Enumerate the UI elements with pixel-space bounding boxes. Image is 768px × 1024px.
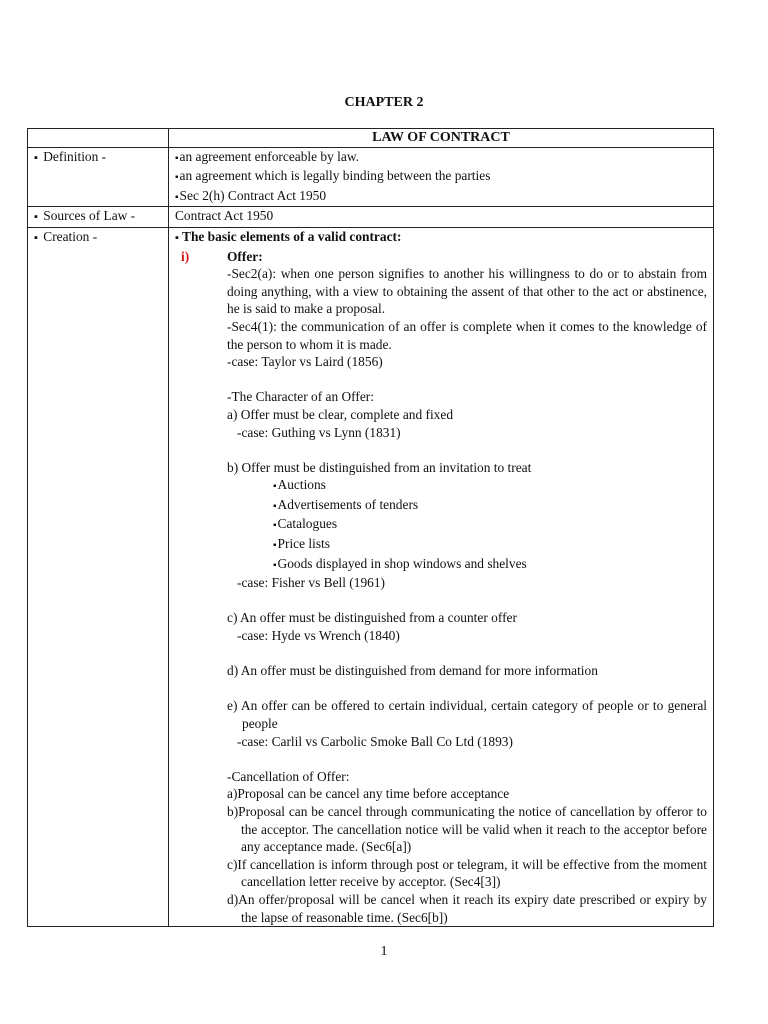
sources-value: Contract Act 1950 bbox=[169, 207, 714, 228]
table-header-row bbox=[28, 129, 714, 148]
spacer bbox=[227, 645, 707, 663]
creation-heading-text: The basic elements of a valid contract: bbox=[182, 228, 402, 244]
invitation-item: ▪ Advertisements of tenders bbox=[227, 496, 707, 516]
sources-label: Sources of Law - bbox=[43, 208, 136, 224]
offer-title: Offer: bbox=[227, 248, 263, 264]
definition-row bbox=[28, 147, 714, 207]
character-e: e) An offer can be offered to certain individual, certain category of people or to general people bbox=[227, 698, 707, 731]
page-number: 1 bbox=[380, 944, 388, 959]
offer-body bbox=[175, 265, 707, 926]
bullet-square-icon: ▪ bbox=[34, 231, 38, 244]
offer-number: i) bbox=[181, 248, 190, 264]
character-d: d) An offer must be distinguished from demand for more information bbox=[227, 663, 598, 679]
creation-label-cell bbox=[28, 227, 169, 926]
cancellation-c: c)If cancellation is inform through post or telegram, it will be effective from the moment cancellation letter receive by acceptor. (Sec4[3]) bbox=[227, 856, 707, 890]
definition-content bbox=[169, 147, 714, 207]
definition-label-cell bbox=[28, 147, 169, 207]
header-empty-cell bbox=[28, 129, 169, 148]
sec4-text: -Sec4(1): the communication of an offer is complete when it comes to the knowledge of the person to whom it is made. bbox=[227, 318, 707, 352]
table-title: LAW OF CONTRACT bbox=[169, 129, 714, 148]
character-b-case: -case: Fisher vs Bell (1961) bbox=[237, 575, 386, 591]
offer-heading bbox=[175, 248, 707, 266]
bullet-square-icon: ▪ bbox=[34, 211, 38, 224]
sources-row bbox=[28, 207, 714, 228]
cancellation-d: d)An offer/proposal will be cancel when it reach its expiry date prescribed or expiry by the lapse of reasonable time. (Sec6[b]) bbox=[227, 891, 707, 925]
character-c: c) An offer must be distinguished from a counter offer bbox=[227, 610, 517, 626]
creation-row bbox=[28, 227, 714, 926]
character-b: b) Offer must be distinguished from an invitation to treat bbox=[227, 459, 532, 475]
cancellation-heading: -Cancellation of Offer: bbox=[227, 768, 350, 784]
bullet-square-icon: ▪ bbox=[175, 231, 179, 244]
invitation-item: ▪ Auctions bbox=[227, 476, 707, 496]
spacer bbox=[227, 371, 707, 389]
creation-label: Creation - bbox=[43, 228, 98, 244]
character-e-case: -case: Carlil vs Carbolic Smoke Ball Co Ltd (1893) bbox=[237, 733, 513, 749]
character-a-case: -case: Guthing vs Lynn (1831) bbox=[237, 424, 401, 440]
definition-line: ▪ an agreement which is legally binding between the parties bbox=[175, 167, 707, 187]
cancellation-a: a)Proposal can be cancel any time before acceptance bbox=[227, 786, 510, 802]
case-taylor: -case: Taylor vs Laird (1856) bbox=[227, 354, 383, 370]
spacer bbox=[227, 441, 707, 459]
bullet-square-icon: ▪ bbox=[34, 151, 38, 164]
character-c-case: -case: Hyde vs Wrench (1840) bbox=[237, 628, 400, 644]
character-heading: -The Character of an Offer: bbox=[227, 389, 374, 405]
cancellation-b: b)Proposal can be cancel through communicating the notice of cancellation by offeror to the acceptor. The cancellation notice will be valid when it reach to the acceptor before any acceptance made. (Sec6[a]) bbox=[227, 803, 707, 855]
spacer bbox=[227, 680, 707, 698]
definition-line: ▪ an agreement enforceable by law. bbox=[175, 148, 707, 168]
character-a: a) Offer must be clear, complete and fixed bbox=[227, 406, 454, 422]
spacer bbox=[227, 592, 707, 610]
spacer bbox=[227, 750, 707, 768]
contract-table bbox=[27, 128, 714, 927]
creation-heading bbox=[175, 228, 707, 248]
definition-label: Definition - bbox=[43, 148, 107, 164]
invitation-item: ▪ Price lists bbox=[227, 535, 707, 555]
sec2a-text: -Sec2(a): when one person signifies to another his willingness to do or to abstain from doing anything, with a view to obtaining the assent of that other to the act or abstinence, he is said to make a proposal. bbox=[227, 266, 707, 317]
chapter-title: CHAPTER 2 bbox=[344, 95, 424, 110]
definition-line: ▪ Sec 2(h) Contract Act 1950 bbox=[175, 187, 707, 207]
invitation-item: ▪ Catalogues bbox=[227, 515, 707, 535]
sources-label-cell bbox=[28, 207, 169, 228]
creation-content bbox=[169, 227, 714, 926]
invitation-item: ▪ Goods displayed in shop windows and shelves bbox=[227, 555, 707, 575]
